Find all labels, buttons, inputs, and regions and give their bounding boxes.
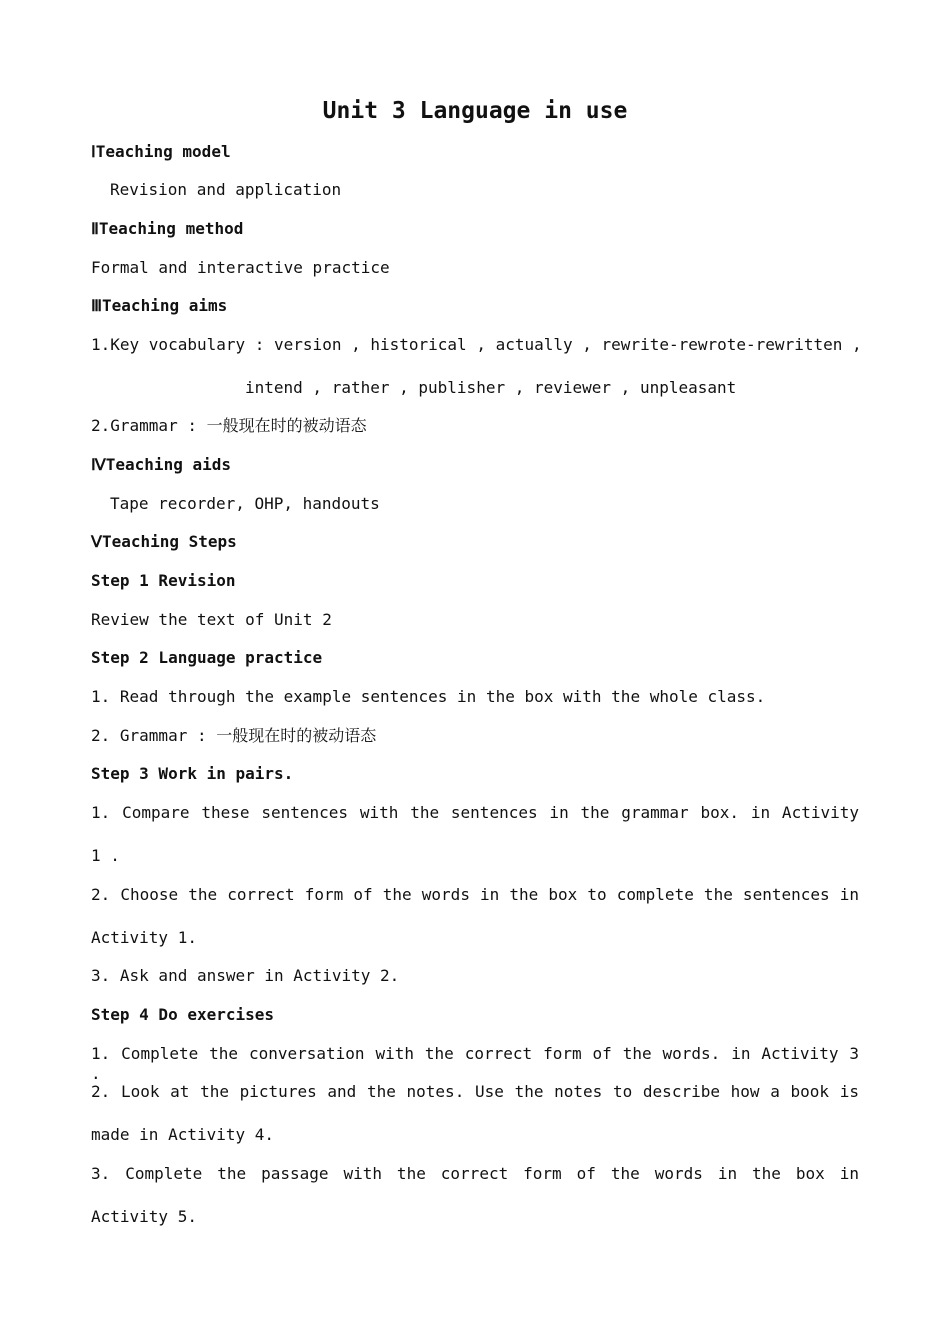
step-4-item-2-continuation: made in Activity 4.	[91, 1125, 275, 1144]
section-heading-teaching-steps: ⅤTeaching Steps	[91, 532, 237, 551]
step-1-text: Review the text of Unit 2	[91, 610, 332, 629]
step-4-item-1: 1. Complete the conversation with the correct form of the words. in Activity 3 .	[91, 1044, 859, 1083]
section-heading-teaching-model: ⅠTeaching model	[91, 142, 231, 161]
grammar-aim-line: 2.Grammar : 一般现在时的被动语态	[91, 416, 367, 435]
step-3-heading: Step 3 Work in pairs.	[91, 764, 294, 783]
key-vocabulary-continuation: intend , rather , publisher , reviewer , unpleasant	[245, 378, 737, 397]
step-1-heading: Step 1 Revision	[91, 571, 236, 590]
section-heading-teaching-aids: ⅣTeaching aids	[91, 455, 231, 474]
step-3-item-2-continuation: Activity 1.	[91, 928, 197, 947]
section-heading-teaching-aims: ⅢTeaching aims	[91, 296, 228, 315]
step-4-item-3: 3. Complete the passage with the correct form of the words in the box in	[91, 1164, 859, 1183]
key-vocabulary-line: 1.Key vocabulary : version , historical , actually , rewrite-rewrote-rewritten ,	[91, 335, 862, 354]
step-4-heading: Step 4 Do exercises	[91, 1005, 275, 1024]
teaching-model-text: Revision and application	[110, 180, 342, 199]
teaching-method-text: Formal and interactive practice	[91, 258, 390, 277]
step-2-item-1: 1. Read through the example sentences in the box with the whole class.	[91, 687, 766, 706]
step-3-item-3: 3. Ask and answer in Activity 2.	[91, 966, 400, 985]
step-2-item-2: 2. Grammar : 一般现在时的被动语态	[91, 726, 377, 745]
step-3-item-1: 1. Compare these sentences with the sentences in the grammar box. in Activity	[91, 803, 859, 822]
step-2-heading: Step 2 Language practice	[91, 648, 323, 667]
step-4-item-2: 2. Look at the pictures and the notes. Use the notes to describe how a book is	[91, 1082, 859, 1101]
document-title: Unit 3 Language in use	[322, 98, 628, 124]
section-heading-teaching-method: ⅡTeaching method	[91, 219, 244, 238]
step-3-item-1-continuation: 1 .	[91, 846, 120, 865]
step-4-item-3-continuation: Activity 5.	[91, 1207, 197, 1226]
teaching-aids-text: Tape recorder, OHP, handouts	[110, 494, 380, 513]
step-3-item-2: 2. Choose the correct form of the words in the box to complete the sentences in	[91, 885, 859, 904]
